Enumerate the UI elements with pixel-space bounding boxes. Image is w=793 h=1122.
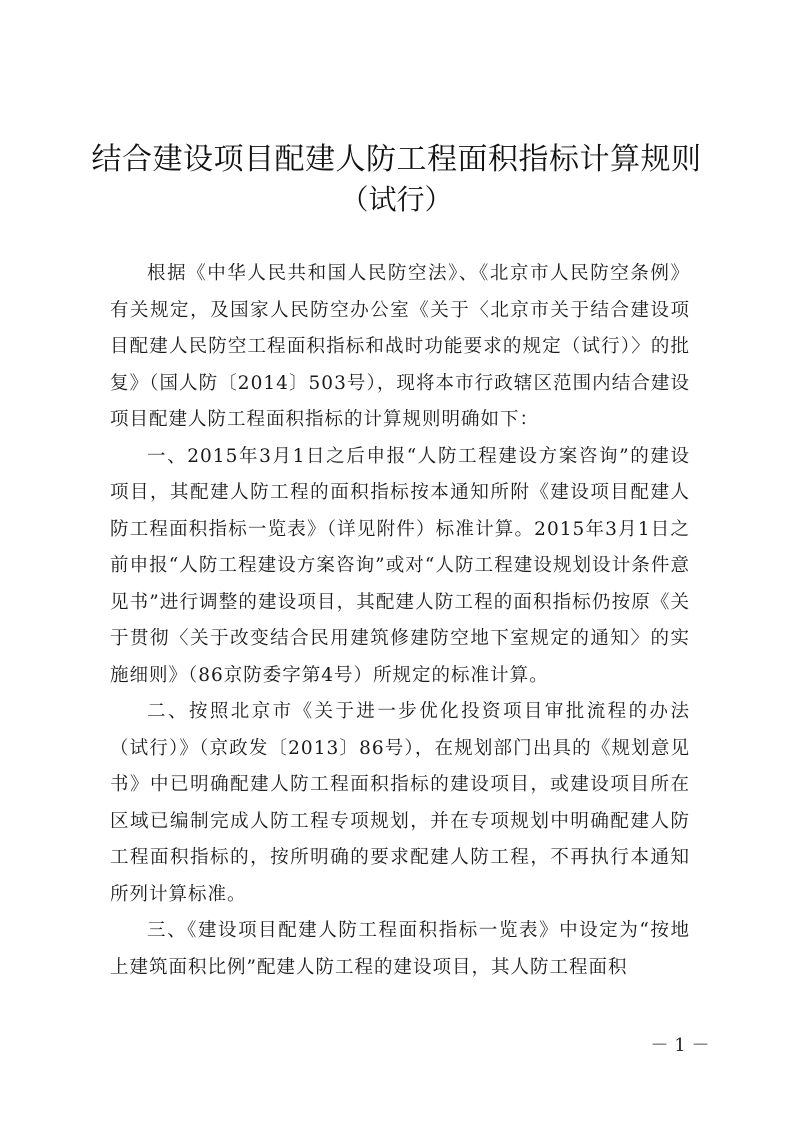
document-title: 结合建设项目配建人防工程面积指标计算规则 — [91, 142, 702, 177]
paragraph-intro: 根据《中华人民共和国人民防空法》、《北京市人民防空条例》有关规定，及国家人民防空办公室《关于〈北京市关于结合建设项目配建人民防空工程面积指标和战时功能要求的规定（试行）〉的批复》（国人防〔2014〕503号），现将本市行政辖区范围内结合建设项目配建人防工程面积指标的计算规则明确如下： — [110, 263, 690, 430]
paragraph-item-2: 二、按照北京市《关于进一步优化投资项目审批流程的办法（试行）》（京政发〔2013〕86号），在规划部门出具的《规划意见书》中已明确配建人防工程面积指标的建设项目，或建设项目所在区域已编制完成人防工程专项规划，并在专项规划中明确配建人防工程面积指标的，按所明确的要求配建人防工程，不再执行本通知所列计算标准。 — [110, 701, 690, 905]
title-block — [0, 140, 793, 220]
paragraph-item-3: 三、《建设项目配建人防工程面积指标一览表》中设定为“按地上建筑面积比例”配建人防工程的建设项目，其人防工程面积 — [110, 920, 690, 978]
page-number: － 1 － — [650, 1035, 710, 1056]
document-body — [110, 256, 690, 986]
paragraph-item-1: 一、2015年3月1日之后申报“人防工程建设方案咨询”的建设项目，其配建人防工程的面积指标按本通知所附《建设项目配建人防工程面积指标一览表》（详见附件）标准计算。2015年3月1日之前申报“人防工程建设方案咨询”或对“人防工程建设规划设计条件意见书”进行调整的建设项目，其配建人防工程的面积指标仍按原《关于贯彻〈关于改变结合民用建筑修建防空地下室规定的通知〉的实施细则》（86京防委字第4号）所规定的标准计算。 — [110, 445, 690, 686]
document-subtitle: （试行） — [340, 183, 453, 216]
